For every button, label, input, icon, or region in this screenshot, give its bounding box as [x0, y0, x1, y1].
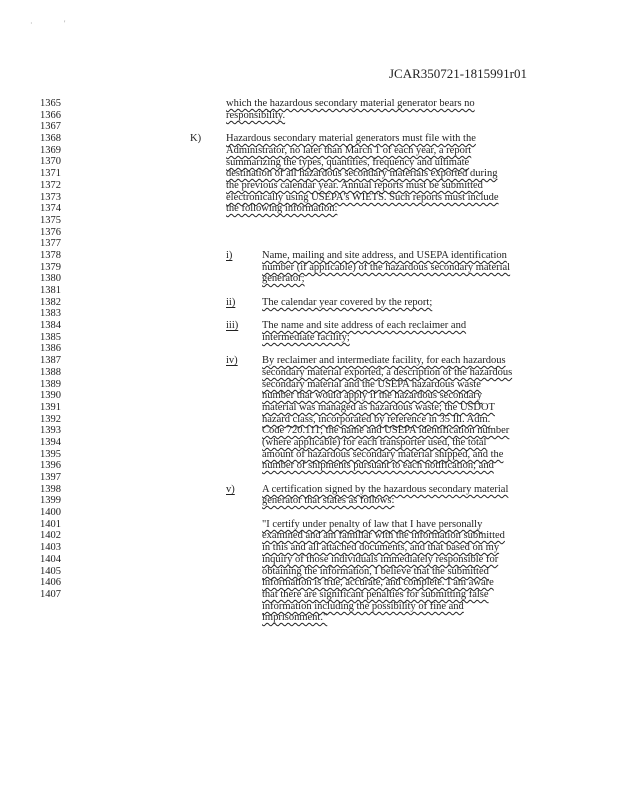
line-number: 1375	[40, 214, 61, 226]
section-k-line: electronically using USEPA's WIETS. Such reports must include	[226, 192, 499, 203]
item-iv-line: hazard class, incorporated by reference in 35 Ill. Adm.	[262, 414, 491, 425]
line-number: 1376	[40, 226, 61, 238]
certification-line: information including the possibility of fine and	[262, 601, 464, 612]
line-number: 1390	[40, 390, 61, 402]
certification-line: obtaining the information, I believe that the submitted	[262, 566, 489, 577]
line-number: 1399	[40, 495, 61, 507]
line-number: 1405	[40, 565, 61, 577]
item-iv-line: material was managed as hazardous waste; the USDOT	[262, 402, 495, 413]
line-number: 1378	[40, 249, 61, 261]
item-ii-label: ii)	[226, 297, 236, 308]
line-number: 1406	[40, 577, 61, 589]
item-ii-line: The calendar year covered by the report;	[262, 297, 433, 308]
line-number: 1392	[40, 413, 61, 425]
item-v-line: A certification signed by the hazardous secondary material	[262, 484, 509, 495]
intro-line-2: responsibility.	[226, 110, 286, 121]
line-number: 1380	[40, 273, 61, 285]
item-iv-line: number of shipments pursuant to each notification; and	[262, 460, 494, 471]
line-number: 1384	[40, 320, 61, 332]
item-iii-label: iii)	[226, 320, 239, 331]
item-v-line: generator that states as follows:	[262, 495, 395, 506]
certification-line: "I certify under penalty of law that I have personally	[262, 519, 483, 530]
section-k-line: Administrator, no later than March 1 of each year, a report	[226, 145, 472, 156]
certification-line: imprisonment."	[262, 612, 328, 623]
line-number: 1383	[40, 308, 61, 320]
line-number: 1407	[40, 588, 61, 600]
item-i-label: i)	[226, 250, 233, 261]
line-number: 1368	[40, 133, 61, 145]
line-number: 1386	[40, 343, 61, 355]
line-number: 1366	[40, 109, 61, 121]
section-k-label: K)	[190, 133, 202, 144]
line-number: 1396	[40, 460, 61, 472]
item-iv-label: iv)	[226, 355, 238, 366]
line-number: 1370	[40, 156, 61, 168]
certification-line: that there are significant penalties for submitting false	[262, 589, 489, 600]
line-number: 1381	[40, 285, 61, 296]
section-k-line: Hazardous secondary material generators must file with the	[226, 133, 476, 144]
line-number: 1379	[40, 261, 61, 273]
item-iv-line: Code 720.111; the name and USEPA identification number	[262, 425, 510, 436]
line-number: 1369	[40, 144, 61, 156]
document-id: JCAR350721-1815991r01	[389, 66, 527, 81]
item-i-line: number (if applicable) of the hazardous secondary material	[262, 262, 511, 273]
line-number: 1394	[40, 436, 61, 448]
line-number: 1395	[40, 448, 61, 460]
line-number: 1388	[40, 366, 61, 378]
item-i-line: generator;	[262, 273, 305, 284]
item-iv-line: secondary material and the USEPA hazardous waste	[262, 379, 481, 390]
item-iv-line: amount of hazardous secondary material shipped, and the	[262, 449, 504, 460]
certification-line: information is true, accurate, and complete. I am aware	[262, 577, 494, 588]
line-number: 1374	[40, 203, 61, 215]
line-number: 1389	[40, 378, 61, 390]
item-iv-line: number that would apply if the hazardous secondary	[262, 390, 483, 401]
line-number: 1371	[40, 168, 61, 180]
line-number: 1372	[40, 179, 61, 191]
section-k-line: the following information:	[226, 203, 338, 214]
line-number: 1382	[40, 296, 61, 308]
item-iv-line: By reclaimer and intermediate facility, for each hazardous	[262, 355, 506, 366]
line-number: 1398	[40, 483, 61, 495]
line-number: 1387	[40, 355, 61, 367]
certification-line: in this and all attached documents, and that based on my	[262, 542, 500, 553]
certification-line: examined and am familiar with the information submitted	[262, 530, 505, 541]
line-number: 1404	[40, 553, 61, 565]
section-k-line: the previous calendar year. Annual reports must be submitted	[226, 180, 483, 191]
item-iii-line: intermediate facility;	[262, 332, 350, 343]
line-number-column	[40, 98, 70, 601]
certification-line: inquiry of those individuals immediately responsible for	[262, 554, 499, 565]
line-number: 1403	[40, 542, 61, 554]
section-k-line: destination of all hazardous secondary materials exported during	[226, 168, 498, 179]
intro-line-1: which the hazardous secondary material generator bears no	[226, 98, 475, 109]
item-iv-line: secondary material exported, a description of the hazardous	[262, 367, 513, 378]
line-number: 1391	[40, 401, 61, 413]
scan-speck-1: ·	[30, 19, 33, 28]
line-number: 1367	[40, 121, 61, 133]
line-number: 1385	[40, 331, 61, 343]
line-number: 1393	[40, 425, 61, 437]
item-i-line: Name, mailing and site address, and USEPA identification	[262, 250, 507, 261]
line-number: 1402	[40, 530, 61, 542]
section-k-line: summarizing the types, quantities, frequency and ultimate	[226, 157, 470, 168]
line-number: 1400	[40, 507, 61, 519]
scan-speck-2: '	[64, 19, 66, 28]
item-v-label: v)	[226, 484, 235, 495]
item-iii-line: The name and site address of each reclaimer and	[262, 320, 467, 331]
line-number: 1401	[40, 518, 61, 530]
line-number: 1397	[40, 472, 61, 483]
line-number: 1377	[40, 238, 61, 250]
line-number: 1373	[40, 191, 61, 203]
line-number: 1365	[40, 98, 61, 109]
item-iv-line: (where applicable) for each transporter used, the total	[262, 437, 487, 448]
